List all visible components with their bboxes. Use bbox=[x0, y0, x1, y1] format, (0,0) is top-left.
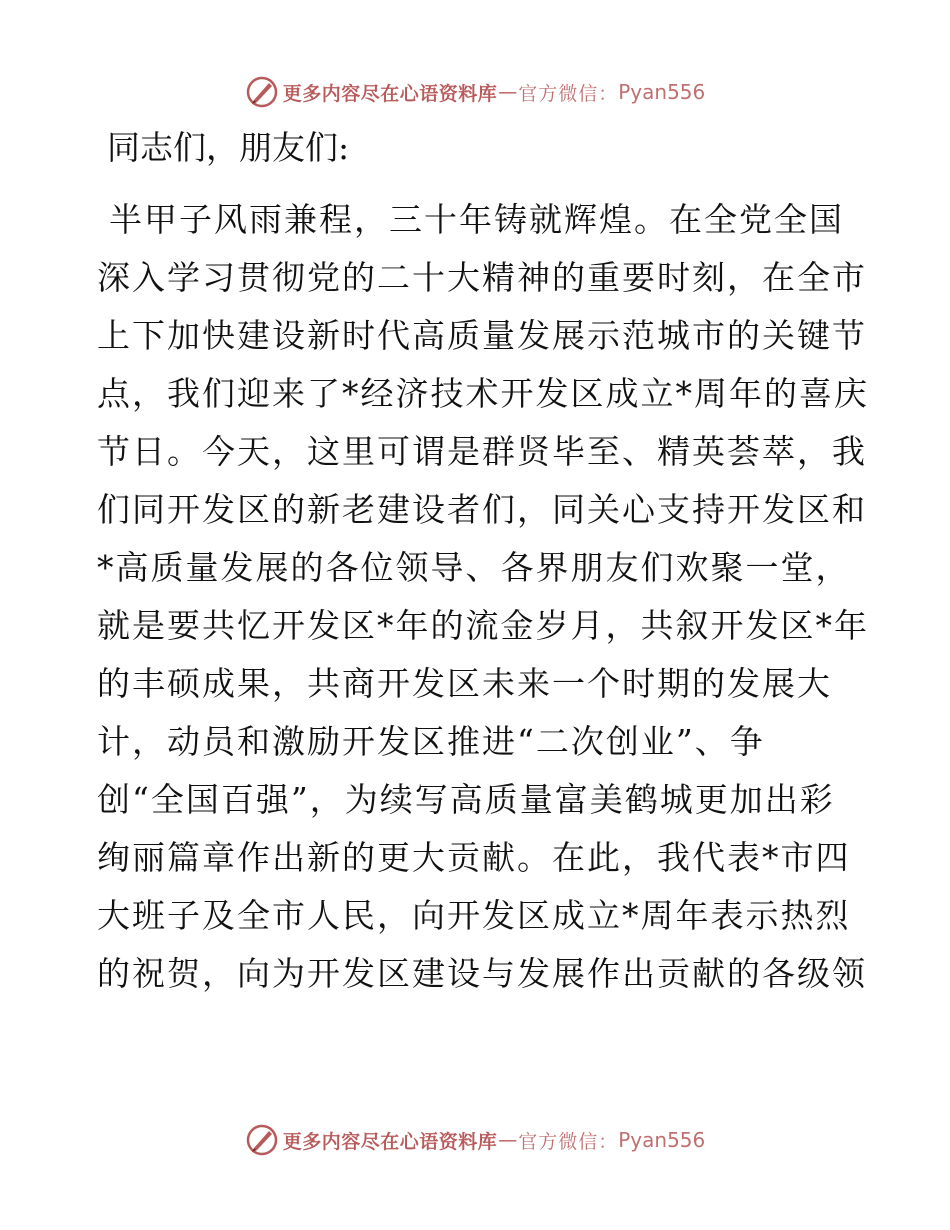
paragraph-line: 半甲子风雨兼程，三十年铸就辉煌。在全党全国 bbox=[109, 200, 844, 239]
paragraph-line: 上下加快建设新时代高质量发展示范城市的关键节 bbox=[97, 316, 867, 355]
speech-paragraph bbox=[97, 191, 869, 1003]
header-watermark bbox=[0, 72, 950, 112]
paragraph-line: 的祝贺，向为开发区建设与发展作出贡献的各级领 bbox=[97, 954, 867, 993]
quill-pen-logo-icon bbox=[245, 1123, 279, 1157]
paragraph-line: 创“全国百强”，为续写高质量富美鹤城更加出彩 bbox=[97, 780, 835, 819]
paragraph-line: 深入学习贯彻党的二十大精神的重要时刻，在全市 bbox=[97, 258, 867, 297]
watermark-site-text: 更多内容尽在心语资料库 bbox=[282, 1130, 498, 1153]
greeting: 同志们，朋友们: bbox=[107, 128, 350, 167]
footer-watermark bbox=[0, 1120, 950, 1160]
watermark-site-text: 更多内容尽在心语资料库 bbox=[282, 82, 498, 105]
watermark-wechat-label: 官方微信： bbox=[518, 1130, 619, 1153]
paragraph-line: 们同开发区的新老建设者们，同关心支持开发区和 bbox=[97, 490, 867, 529]
paragraph-line: 节日。今天，这里可谓是群贤毕至、精英荟萃，我 bbox=[97, 432, 867, 471]
watermark-dash: — bbox=[498, 81, 518, 103]
paragraph-line: 的丰硕成果，共商开发区未来一个时期的发展大 bbox=[97, 664, 832, 703]
paragraph-line: 大班子及全市人民，向开发区成立*周年表示热烈 bbox=[97, 896, 851, 935]
paragraph-line: 点，我们迎来了*经济技术开发区成立*周年的喜庆 bbox=[97, 374, 869, 413]
paragraph-line: 绚丽篇章作出新的更大贡献。在此，我代表*市四 bbox=[97, 838, 851, 877]
watermark-wechat-label: 官方微信： bbox=[518, 82, 619, 105]
watermark-dash: — bbox=[498, 1129, 518, 1151]
paragraph-line: *高质量发展的各位领导、各界朋友们欢聚一堂， bbox=[97, 548, 851, 587]
watermark-wechat-id: Pyan556 bbox=[618, 1128, 706, 1152]
watermark-wechat-id: Pyan556 bbox=[618, 80, 706, 104]
quill-pen-logo-icon bbox=[245, 75, 279, 109]
paragraph-line: 计，动员和激励开发区推进“二次创业”、争 bbox=[97, 722, 765, 761]
paragraph-line: 就是要共忆开发区*年的流金岁月，共叙开发区*年 bbox=[97, 606, 869, 645]
